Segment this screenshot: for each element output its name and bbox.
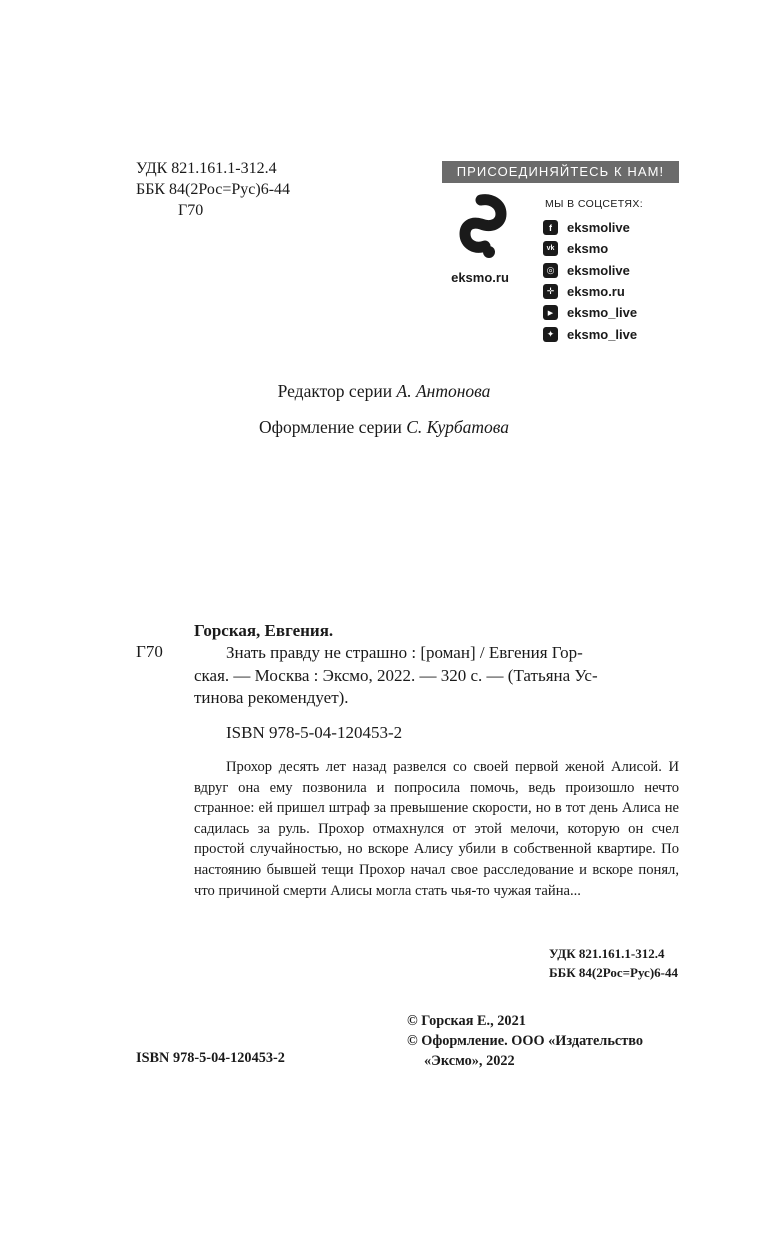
social-label: eksmolive [567,220,630,236]
catalog-code: Г70 [136,642,163,661]
social-item-eksmo[interactable] [543,281,637,302]
udk-block-top [136,158,290,221]
copyright-design: © Оформление. ООО «Издательство [407,1032,644,1049]
eksmo-logo-text: eksmo.ru [451,270,509,285]
udk-block-right [549,944,678,982]
series-design-prefix: Оформление серии [258,417,407,437]
join-us-banner: ПРИСОЕДИНЯЙТЕСЬ К НАМ! [442,161,679,183]
social-item-facebook[interactable] [543,217,637,238]
social-list [543,217,637,345]
vk-icon: vk [543,241,558,256]
series-design-line [0,417,768,438]
bibliographic-record [194,642,679,710]
social-label: eksmolive [567,262,630,278]
social-label: eksmo_live [567,326,638,342]
bbk-code-right: ББК 84(2Рос=Рус)6-44 [549,965,678,980]
social-label: eksmo_live [567,305,638,321]
social-heading: МЫ В СОЦСЕТЯХ: [545,198,644,210]
udk-code-right: УДК 821.161.1-312.4 [549,946,665,961]
biblio-line-1: Знать правду не страшно : [роман] / Евгения Гор- [226,643,583,662]
bbk-code: ББК 84(2Рос=Рус)6-44 [136,181,291,198]
series-editor-name: А. Антонова [396,381,491,401]
copyright-publisher: «Эксмо», 2022 [424,1052,515,1069]
copyright-block [407,1012,643,1071]
social-label: eksmo.ru [567,284,625,300]
twitter-icon: ✦ [543,327,558,342]
biblio-line-3: тинова рекомендует). [194,688,349,707]
social-label: eksmo [567,241,609,257]
catalog-author: Горская, Евгения. [194,621,334,640]
facebook-icon: f [543,220,558,235]
author-mark: Г70 [178,202,204,219]
series-editor-prefix: Редактор серии [277,381,397,401]
annotation-text: Прохор десять лет назад развелся со своей первой женой Алисой. И вдруг она ему позвонила и попросила помочь, ведь произошло нечто странное: ей пришел штраф за превышение скорости, но в тот день Алиса не садилась за руль. Прохор отмахнулся от этой мелочи, которую он счел простой случайностью, но вскоре Алису убили в собственной квартире. По настоянию бывшей тещи Прохор начал свое расследование и вскоре понял, что причиной смерти Алисы могла стать чья-то чужая тайна... [194,759,679,899]
social-item-youtube[interactable] [543,302,637,323]
social-item-instagram[interactable] [543,260,637,281]
udk-code: УДК 821.161.1-312.4 [136,160,277,177]
series-editor-line [0,381,768,402]
social-item-vk[interactable] [543,238,637,259]
biblio-line-2: ская. — Москва : Эксмо, 2022. — 320 с. — (Татьяна Ус- [194,665,598,685]
series-design-name: С. Курбатова [406,417,509,437]
catalog-isbn: ISBN 978-5-04-120453-2 [226,723,403,742]
youtube-icon: ▶ [543,305,558,320]
copyright-author: © Горская Е., 2021 [407,1013,526,1029]
annotation [194,757,679,901]
eksmo-logo-icon [451,194,509,264]
instagram-icon: ◎ [543,263,558,278]
social-item-twitter[interactable] [543,323,637,344]
eksmo-plus-icon: ✛ [543,284,558,299]
isbn-bottom: ISBN 978-5-04-120453-2 [136,1050,285,1066]
